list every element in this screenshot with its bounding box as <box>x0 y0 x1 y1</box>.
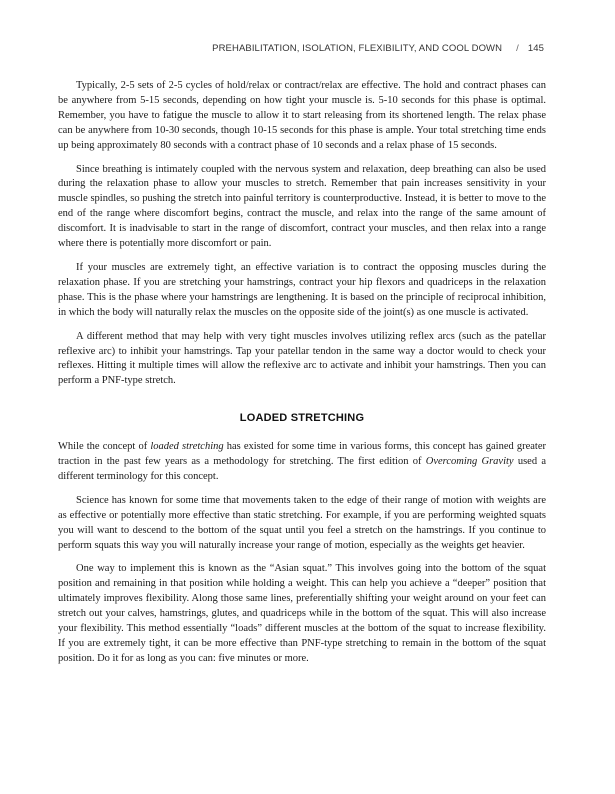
intro-italic-loaded-stretching: loaded stretching <box>150 441 224 453</box>
intro-italic-book-title: Overcoming Gravity <box>425 456 514 468</box>
intro-text-2: has existed for some time in various forms, this concept has gained greater traction in the past few years as a methodology for stretching. The first edition of <box>58 441 546 468</box>
paragraph-reciprocal-inhibition: If your muscles are extremely tight, an effective variation is to contract the opposing muscles during the relaxation phase. If you are stretching your hamstrings, contract your hip flexors and quadriceps in the relaxation phase. This is the phase where your hamstrings are lengthening. It is based on the principle of reciprocal inhibition, in which the body will naturally relax the muscles on the opposite side of the joint(s) as one muscle is activated. <box>58 261 546 318</box>
paragraph-weighted-squats: Science has known for some time that movements taken to the edge of their range of motion with weights are as effective or potentially more effective than static stretching. For example, if you are performing weighted squats you will want to descend to the bottom of the squat until you feel a stretch on the hamstrings. If you continue to perform squats this way you will naturally increase your range of motion, especially as the weights get heavier. <box>58 494 546 551</box>
page-number: 145 <box>527 43 544 54</box>
paragraph-reflex-arcs: A different method that may help with very tight muscles involves utilizing reflex arcs (such as the patellar reflexive arc) to inhibit your hamstrings. Tap your patellar tendon in the same way a doctor would to check your reflexes. Hitting it multiple times will allow the reflexive arc to activate and inhibit your hamstrings. Then you can perform a PNF-type stretch. <box>58 330 546 387</box>
paragraph-breathing: Since breathing is intimately coupled with the nervous system and relaxation, deep breathing can also be used during the relaxation phase to allow your muscles to stretch. Remember that pain increases sensitivity in your muscle spindles, so pushing the stretch into painful territory is counterproductive. Instead, it is better to move to the end of the range where discomfort begins, contract the muscle, and relax into the range of the same amount of discomfort. It is inadvisable to start in the range of discomfort, contract your muscles, and then relax into a range where there is potentially more discomfort or pain. <box>58 163 546 250</box>
paragraph-loaded-intro <box>58 440 546 485</box>
body-text <box>58 79 546 676</box>
section-heading: LOADED STRETCHING <box>239 412 365 425</box>
header-separator: / <box>516 43 519 54</box>
intro-text-3: used a different terminology for this concept. <box>58 456 546 482</box>
intro-text-1: While the concept of <box>58 441 151 453</box>
paragraph-cycles: Typically, 2-5 sets of 2-5 cycles of hold/relax or contract/relax are effective. The hold and contract phases can be anywhere from 5-15 seconds, depending on how tight your muscle is. 5-10 seconds for this phase is optimal. Remember, you have to fatigue the muscle to allow it to start releasing from its shortened length. The relax phase can be anywhere from 10-30 seconds, though 10-15 seconds for this phase is ample. Your total stretching time ends up being approximately 80 seconds with a contract phase of 10 seconds and a relax phase of 15 seconds. <box>58 80 546 151</box>
running-title: PREHABILITATION, ISOLATION, FLEXIBILITY, AND COOL DOWN <box>212 43 503 54</box>
running-head <box>212 43 544 54</box>
paragraph-asian-squat: One way to implement this is known as the “Asian squat.” This involves going into the bottom of the squat position and remaining in that position while holding a weight. This can help you achieve a “deeper” position that ultimately improves flexibility. Along those same lines, preferentially shifting your weight around on your feet can stretch out your calves, hamstrings, glutes, and quadriceps while in the bottom of the squat. This will also increase your flexibility. This method essentially “loads” different muscles at the bottom of the squat to increase flexibility. If you are extremely tight, it can be more effective than PNF-type stretching to remain in the bottom of the squat position. Do it for as long as you can: five minutes or more. <box>58 563 546 664</box>
